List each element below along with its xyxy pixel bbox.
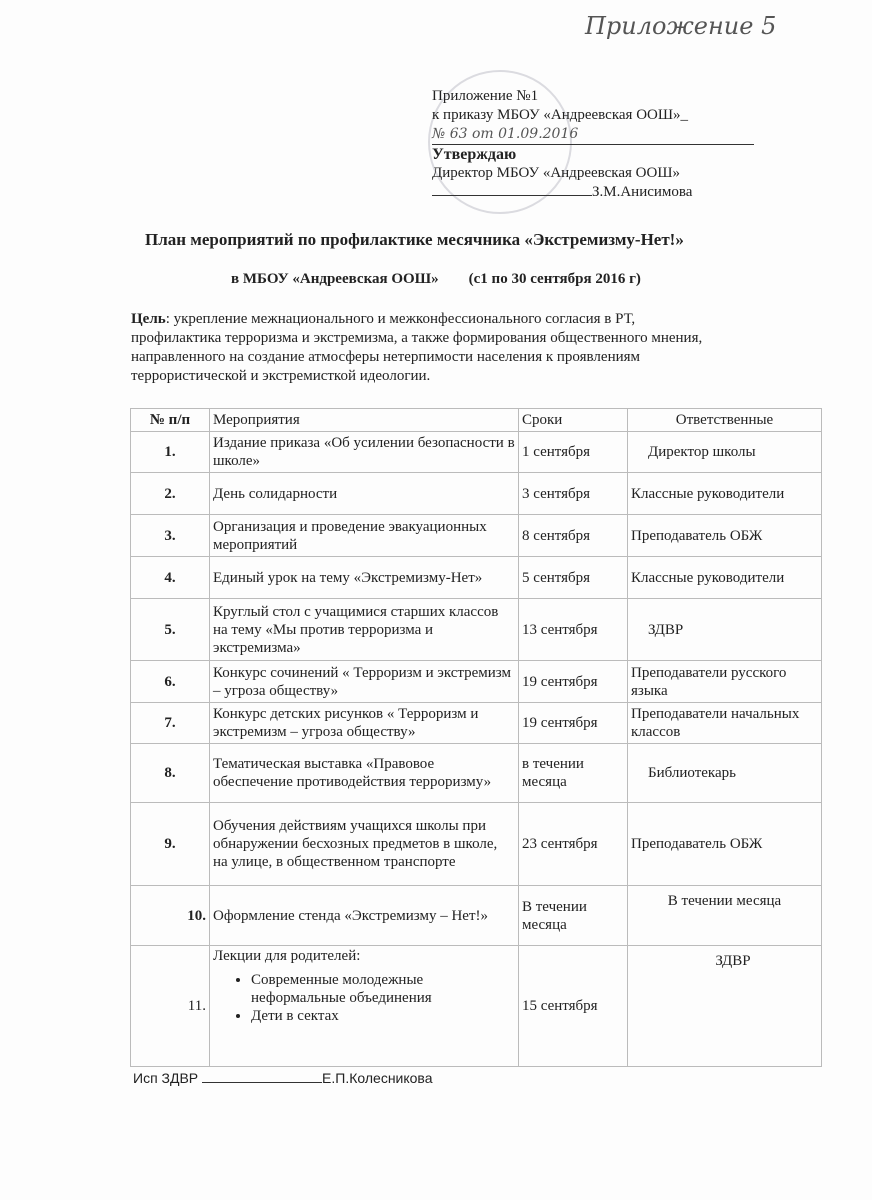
row-number: 10. [131,886,210,946]
appendix-label: Приложение №1 [432,88,539,104]
row-responsible: Классные руководители [628,557,822,599]
row-date: 23 сентября [519,803,628,886]
row-responsible: Преподаватель ОБЖ [628,515,822,557]
row-number: 4. [131,557,210,599]
row-event: Оформление стенда «Экстремизму – Нет!» [210,886,519,946]
goal-line: террористической и экстремисткой идеологии. [131,368,431,384]
row-date: 5 сентября [519,557,628,599]
table-row [131,703,822,744]
goal-paragraph [131,310,702,386]
row-event: Организация и проведение эвакуационных мероприятий [210,515,519,557]
row-event: Тематическая выставка «Правовое обеспечение противодействия терроризму» [210,744,519,803]
row-event: Круглый стол с учащимися старших классов на тему «Мы против терроризма и экстремизма» [210,599,519,661]
row-number: 2. [131,473,210,515]
director-title: Директор МБОУ «Андреевская ООШ» [432,165,680,181]
table-row [131,473,822,515]
approve-label: Утверждаю [432,146,517,163]
row-number: 1. [131,432,210,473]
goal-label: Цель [131,311,166,327]
event-text: Лекции для родителей: [213,948,361,964]
page-title: План мероприятий по профилактике месячника «Экстремизму-Нет!» [145,230,684,249]
row-number: 3. [131,515,210,557]
footer-signature [133,1070,433,1086]
table-header-row [131,409,822,432]
row-event: Конкурс детских рисунков « Терроризм и экстремизм – угроза обществу» [210,703,519,744]
row-event: Единый урок на тему «Экстремизму-Нет» [210,557,519,599]
row-date: 3 сентября [519,473,628,515]
row-date: 19 сентября [519,661,628,703]
row-date: 19 сентября [519,703,628,744]
row-number: 6. [131,661,210,703]
row-responsible: Директор школы [628,432,822,473]
footer-signature-line [202,1082,322,1083]
row-number: 9. [131,803,210,886]
row-responsible: Преподаватели русского языка [628,661,822,703]
row-number: 7. [131,703,210,744]
row-event: Обучения действиям учащихся школы при обнаружении бесхозных предметов в школе, на улице, в общественном транспорте [210,803,519,886]
order-number: № 63 от 01.09.2016 [432,125,754,145]
row-event: День солидарности [210,473,519,515]
table-row [131,661,822,703]
row-responsible: Классные руководители [628,473,822,515]
footer-name: Е.П.Колесникова [322,1070,433,1086]
row-date: 13 сентября [519,599,628,661]
header-number: № п/п [131,409,210,432]
approval-block [432,87,754,202]
signature-line [432,195,592,196]
event-bullet: • Современные молодежные неформальные объединения [251,971,515,1007]
row-number: 5. [131,599,210,661]
table-row [131,557,822,599]
row-date: В течении месяца [519,886,628,946]
row-responsible: Библиотекарь [628,744,822,803]
table-row [131,946,822,1067]
table-row [131,599,822,661]
table-row [131,744,822,803]
goal-line: направленного на создание атмосферы нетерпимости населения к проявлениям [131,349,641,365]
handwritten-note: Приложение 5 [585,12,777,40]
row-responsible: ЗДВР [628,946,822,1067]
header-responsible: Ответственные [628,409,822,432]
row-event [210,946,519,1067]
table-row [131,515,822,557]
table-row [131,432,822,473]
event-bullet: • Дети в сектах [251,1007,515,1025]
row-date: 1 сентября [519,432,628,473]
page-subtitle: в МБОУ «Андреевская ООШ» (с1 по 30 сентября 2016 г) [231,271,641,287]
table-row [131,803,822,886]
table-row [131,886,822,946]
footer-label: Исп ЗДВР [133,1070,199,1086]
row-event: Конкурс сочинений « Терроризм и экстремизм – угроза обществу» [210,661,519,703]
row-responsible: Преподаватели начальных классов [628,703,822,744]
row-date: 15 сентября [519,946,628,1067]
row-responsible: Преподаватель ОБЖ [628,803,822,886]
row-date: 8 сентября [519,515,628,557]
header-event: Мероприятия [210,409,519,432]
row-responsible: В течении месяца [628,886,822,946]
order-reference: к приказу МБОУ «Андреевская ООШ»_ [432,107,689,123]
goal-line: : укрепление межнационального и межконфессионального согласия в РТ, [165,311,636,327]
row-event: Издание приказа «Об усилении безопасности в школе» [210,432,519,473]
events-table [130,408,822,1067]
goal-line: профилактика терроризма и экстремизма, а также формирования общественного мнения, [131,330,703,346]
row-responsible: ЗДВР [628,599,822,661]
row-number: 8. [131,744,210,803]
director-name: З.М.Анисимова [592,184,693,200]
header-date: Сроки [519,409,628,432]
row-number: 11. [131,946,210,1067]
row-date: в течении месяца [519,744,628,803]
